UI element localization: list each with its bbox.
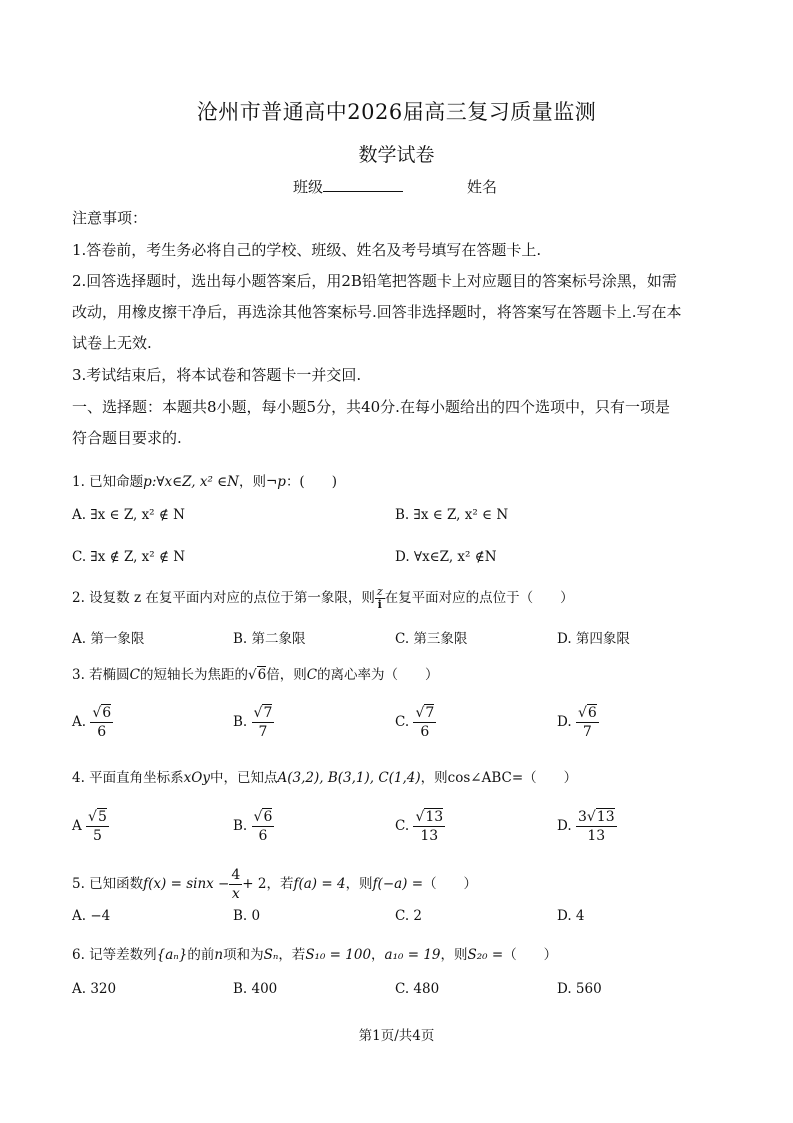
q3-option-c: C. $\frac{√7}{6}$ [395, 705, 435, 740]
question-3-stem: 3. 若椭圆C的短轴长为焦距的√6倍，则C的离心率为（ ） [72, 667, 439, 683]
q3-option-d: D. $\frac{√6}{7}$ [557, 705, 597, 740]
q1-option-c: C. ∃x ∉ Z, x² ∉ N [72, 549, 186, 565]
note-2-line-2: 改动，用橡皮擦干净后，再选涂其他答案标号.回答非选择题时，将答案写在答题卡上.写在本 [72, 303, 682, 321]
question-4-stem: 4. 平面直角坐标系xOy中，已知点A(3,2), B(3,1), C(1,4)，则cos∠ABC=（ ） [72, 770, 578, 786]
question-5-stem: 5. 已知函数f(x) = sinx − $\frac{4}{x}$ + 2，若f(a) = 4，则f(−a) =（ ） [72, 867, 478, 902]
q1-option-d: D. ∀x∈Z, x² ∉N [395, 549, 497, 565]
note-2-line-3: 试卷上无效. [72, 334, 152, 352]
name-label: 姓名 [467, 178, 498, 196]
q5-option-d: D. 4 [557, 908, 585, 924]
note-1: 1.答卷前，考生务必将自己的学校、班级、姓名及考号填写在答题卡上. [72, 241, 542, 259]
q2-option-b: B. 第二象限 [233, 631, 306, 647]
q1-proposition: p:∀x∈Z, x² ∈N [143, 474, 239, 490]
q6-option-d: D. 560 [557, 981, 602, 997]
q1-negation: ¬p [265, 474, 286, 490]
q2-fraction: $\frac{z}{i}$ [376, 585, 383, 611]
class-field [293, 176, 403, 197]
q1-option-a: A. ∃x ∈ Z, x² ∉ N [72, 507, 185, 523]
q5-option-c: C. 2 [395, 908, 423, 924]
q2-option-d: D. 第四象限 [557, 631, 630, 647]
q5-option-b: B. 0 [233, 908, 261, 924]
class-label: 班级 [293, 178, 324, 196]
section-line-1: 一、选择题：本题共8小题，每小题5分，共40分.在每小题给出的四个选项中，只有一项是 [72, 398, 670, 416]
question-2-stem: 2. 设复数 z 在复平面内对应的点位于第一象限，则 $\frac{z}{i}$ 在复平面对应的点位于（ ） [72, 585, 574, 611]
notes-heading: 注意事项： [72, 209, 148, 227]
q4-points: A(3,2), B(3,1), C(1,4) [277, 770, 421, 786]
exam-subtitle: 数学试卷 [358, 144, 435, 166]
question-6-stem: 6. 记等差数列{aₙ}的前n项和为Sₙ，若S₁₀ = 100，a₁₀ = 19，则S₂₀ =（ ） [72, 947, 558, 963]
q1-option-b: B. ∃x ∈ Z, x² ∈ N [395, 507, 509, 523]
q5-fraction: $\frac{4}{x}$ [231, 867, 241, 902]
q4-option-a: A $\frac{√5}{5}$ [72, 809, 107, 844]
q6-option-b: B. 400 [233, 981, 278, 997]
q2-option-c: C. 第三象限 [395, 631, 468, 647]
page-number: 第1页/共4页 [358, 1028, 435, 1044]
q4-option-d: D. $\frac{3√13}{13}$ [557, 809, 615, 844]
q6-option-c: C. 480 [395, 981, 440, 997]
q3-option-a: A. $\frac{√6}{6}$ [72, 705, 112, 740]
exam-title: 沧州市普通高中2026届高三复习质量监测 [196, 100, 597, 124]
q4-option-c: C. $\frac{√13}{13}$ [395, 809, 444, 844]
q3-option-b: B. $\frac{√7}{7}$ [233, 705, 273, 740]
q5-option-a: A. −4 [72, 908, 111, 924]
note-3: 3.考试结束后，将本试卷和答题卡一并交回. [72, 366, 362, 384]
q2-option-a: A. 第一象限 [72, 631, 145, 647]
question-1-stem: 1. 已知命题p:∀x∈Z, x² ∈N，则¬p：( ) [72, 474, 337, 490]
q4-option-b: B. $\frac{√6}{6}$ [233, 809, 273, 844]
class-blank [323, 177, 403, 192]
note-2-line-1: 2.回答选择题时，选出每小题答案后，用2B铅笔把答题卡上对应题目的答案标号涂黑，如需 [72, 272, 677, 290]
section-line-2: 符合题目要求的. [72, 429, 182, 447]
q6-option-a: A. 320 [72, 981, 117, 997]
